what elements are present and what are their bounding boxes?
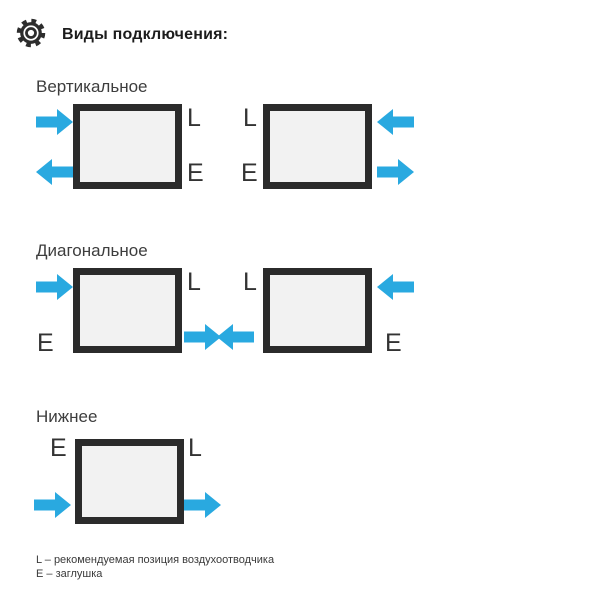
flow-in-arrow-icon xyxy=(36,274,73,300)
plug-label: E xyxy=(385,329,402,357)
radiator-vertical-left xyxy=(73,104,182,189)
plug-label: E xyxy=(37,329,54,357)
air-vent-label: L xyxy=(243,104,257,132)
section-label-diagonal: Диагональное xyxy=(36,241,148,260)
radiator-diagonal-right xyxy=(263,268,372,353)
legend-line-e: E – заглушка xyxy=(36,568,103,580)
section-label-vertical: Вертикальное xyxy=(36,77,148,96)
flow-out-arrow-icon xyxy=(377,159,414,185)
radiator-bottom xyxy=(75,439,184,524)
air-vent-label: L xyxy=(188,434,202,462)
plug-label: E xyxy=(241,159,258,187)
flow-in-arrow-icon xyxy=(377,109,414,135)
flow-out-arrow-icon xyxy=(184,492,221,518)
legend xyxy=(36,553,274,581)
flow-out-arrow-icon xyxy=(184,324,221,350)
section-label-bottom: Нижнее xyxy=(36,407,98,426)
air-vent-label: L xyxy=(187,268,201,296)
flow-out-arrow-icon xyxy=(217,324,254,350)
legend-line-l: L – рекомендуемая позиция воздухоотводчика xyxy=(36,554,275,566)
flow-in-arrow-icon xyxy=(36,109,73,135)
radiator-diagonal-left xyxy=(73,268,182,353)
air-vent-label: L xyxy=(187,104,201,132)
page-title: Виды подключения: xyxy=(62,26,229,43)
radiator-vertical-right xyxy=(263,104,372,189)
gear-icon xyxy=(16,18,46,48)
plug-label: E xyxy=(50,434,67,462)
flow-in-arrow-icon xyxy=(377,274,414,300)
plug-label: E xyxy=(187,159,204,187)
air-vent-label: L xyxy=(243,268,257,296)
flow-in-arrow-icon xyxy=(34,492,71,518)
flow-out-arrow-icon xyxy=(36,159,73,185)
